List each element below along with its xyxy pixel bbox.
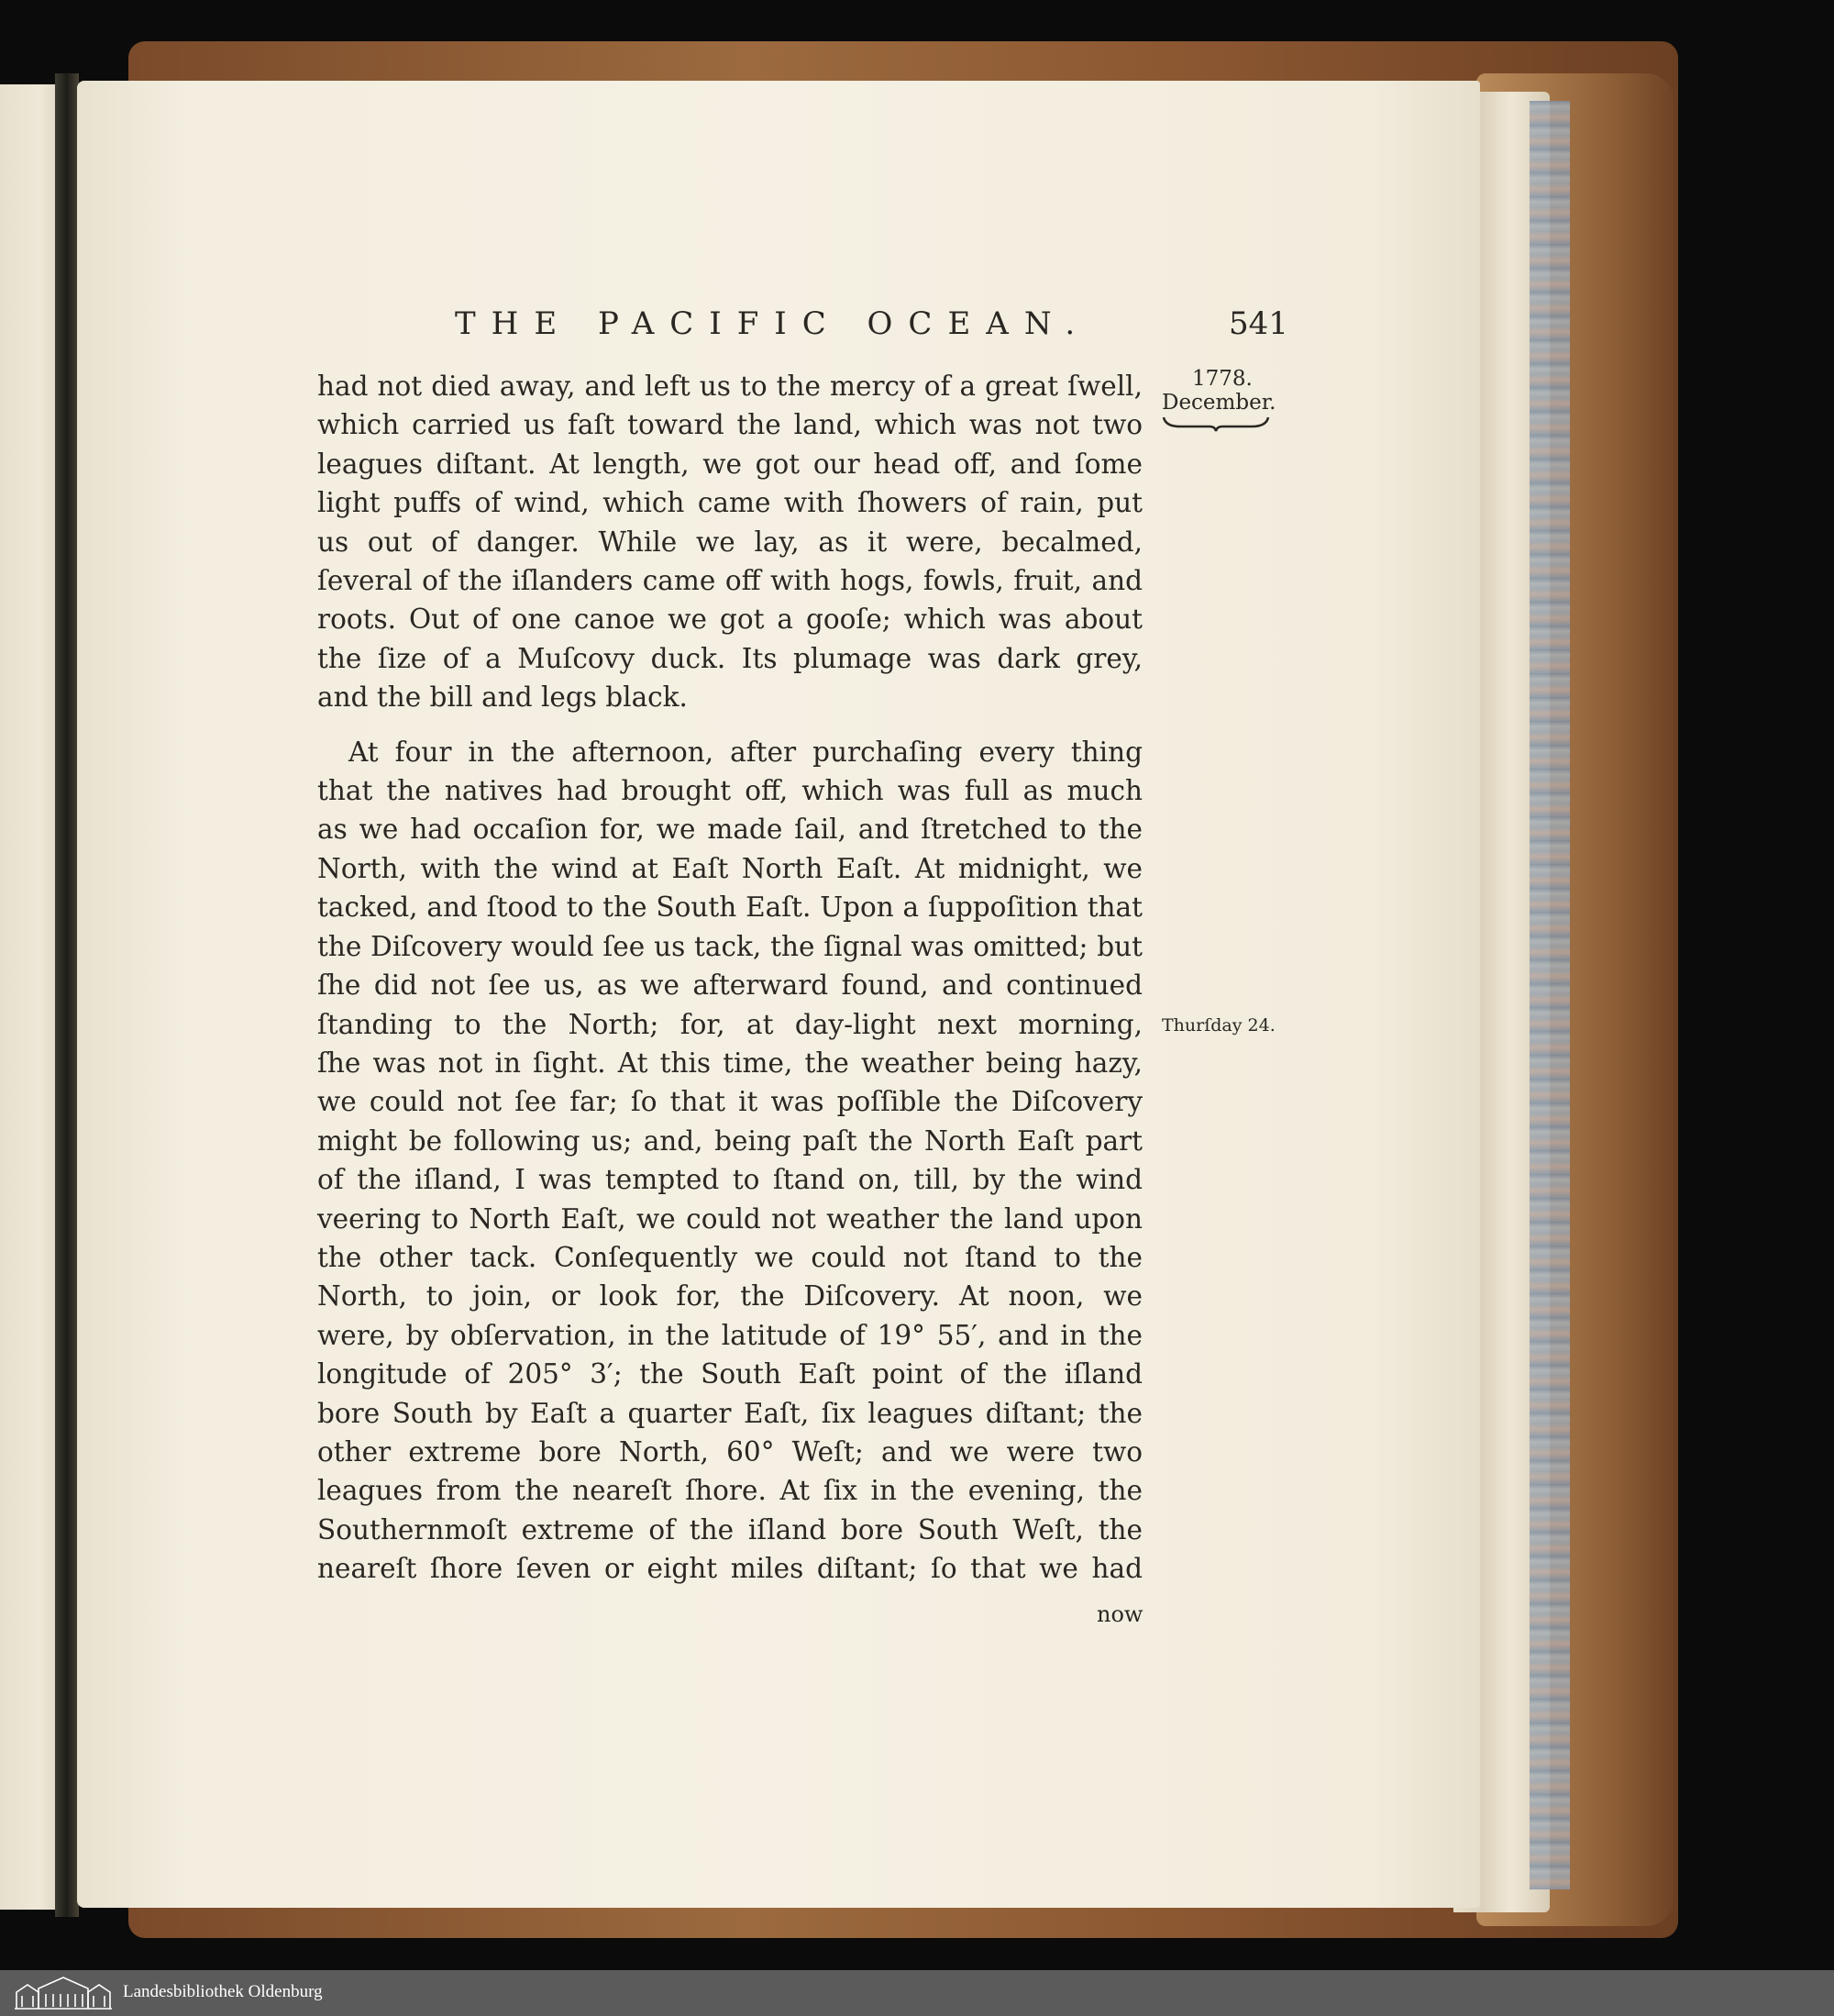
paragraph-break <box>317 717 1143 733</box>
running-title: THE PACIFIC OCEAN. <box>455 305 1091 342</box>
library-building-icon <box>13 1976 114 2010</box>
text-line: ſeveral of the iſlanders came off with hogs, fowls, fruit, and <box>317 565 1143 597</box>
text-line: ſhe did not ſee us, as we afterward found, and continued <box>317 969 1143 1002</box>
text-line: of the iſland, I was tempted to ſtand on, till, by the wind <box>317 1164 1143 1196</box>
text-line: us out of danger. While we lay, as it were, becalmed, <box>317 526 1143 558</box>
text-line: other extreme bore North, 60° Weſt; and we were two <box>317 1435 1143 1468</box>
text-line: the other tack. Conſequently we could not ſtand to the <box>317 1241 1143 1273</box>
paragraph-1 <box>317 367 1143 717</box>
text-line: the Diſcovery would ſee us tack, the ſignal was omitted; but <box>317 930 1143 962</box>
catchword: now <box>1097 1601 1143 1627</box>
text-line: might be following us; and, being paſt the North Eaſt part <box>317 1124 1143 1157</box>
text-line: roots. Out of one canoe we got a gooſe; which was about <box>317 604 1143 636</box>
margin-note-year: 1778. <box>1192 367 1253 391</box>
text-line: veering to North Eaſt, we could not weather the land upon <box>317 1202 1143 1235</box>
page-number: 541 <box>1229 305 1288 342</box>
margin-note-day: Thurſday 24. <box>1162 1015 1276 1036</box>
text-line: bore South by Eaſt a quarter Eaſt, ſix leagues diſtant; the <box>317 1397 1143 1429</box>
text-line: North, to join, or look for, the Diſcovery. At noon, we <box>317 1280 1143 1313</box>
footer-library-label: Landesbibliothek Oldenburg <box>123 1982 323 2001</box>
text-line: and the bill and legs black. <box>317 681 688 714</box>
text-line: the ſize of a Muſcovy duck. Its plumage was dark grey, <box>317 642 1143 674</box>
text-line: North, with the wind at Eaſt North Eaſt. At midnight, we <box>317 852 1143 884</box>
text-line: ſhe was not in ſight. At this time, the weather being hazy, <box>317 1047 1143 1079</box>
text-line: Southernmoſt extreme of the iſland bore South Weſt, the <box>317 1513 1143 1545</box>
text-line: light puffs of wind, which came with ſhowers of rain, put <box>317 487 1143 519</box>
text-line: that the natives had brought off, which was full as much <box>317 775 1143 807</box>
text-line: as we had occaſion for, we made ſail, and ſtretched to the <box>317 814 1143 846</box>
text-line: had not died away, and left us to the mercy of a great ſwell, <box>317 371 1143 402</box>
text-line: were, by obſervation, in the latitude of 19° 55′, and in the <box>317 1319 1143 1351</box>
text-line: leagues from the neareſt ſhore. At ſix in the evening, the <box>317 1475 1143 1507</box>
book-gutter <box>55 73 79 1917</box>
text-line: At four in the afternoon, after purchaſing every thing <box>348 736 1143 768</box>
margin-brace-icon <box>1162 415 1270 432</box>
marbled-endpaper <box>1530 101 1570 1889</box>
text-line: leagues diſtant. At length, we got our head off, and ſome <box>317 448 1143 480</box>
text-line: we could not ſee far; ſo that it was poſſible the Diſcovery <box>317 1086 1143 1118</box>
paragraph-2 <box>317 733 1143 1589</box>
text-line: tacked, and ſtood to the South Eaſt. Upon a ſuppoſition that <box>317 892 1143 924</box>
body-text <box>317 367 1143 1589</box>
text-line: longitude of 205° 3′; the South Eaſt point of the iſland <box>317 1358 1143 1390</box>
margin-note-month: December. <box>1162 391 1276 415</box>
footer-bar <box>0 1970 1834 2016</box>
text-line: which carried us faſt toward the land, which was not two <box>317 409 1143 441</box>
text-line: ſtanding to the North; for, at day-light next morning, <box>317 1008 1143 1040</box>
text-line: neareſt ſhore ſeven or eight miles diſtant; ſo that we had <box>317 1553 1143 1585</box>
